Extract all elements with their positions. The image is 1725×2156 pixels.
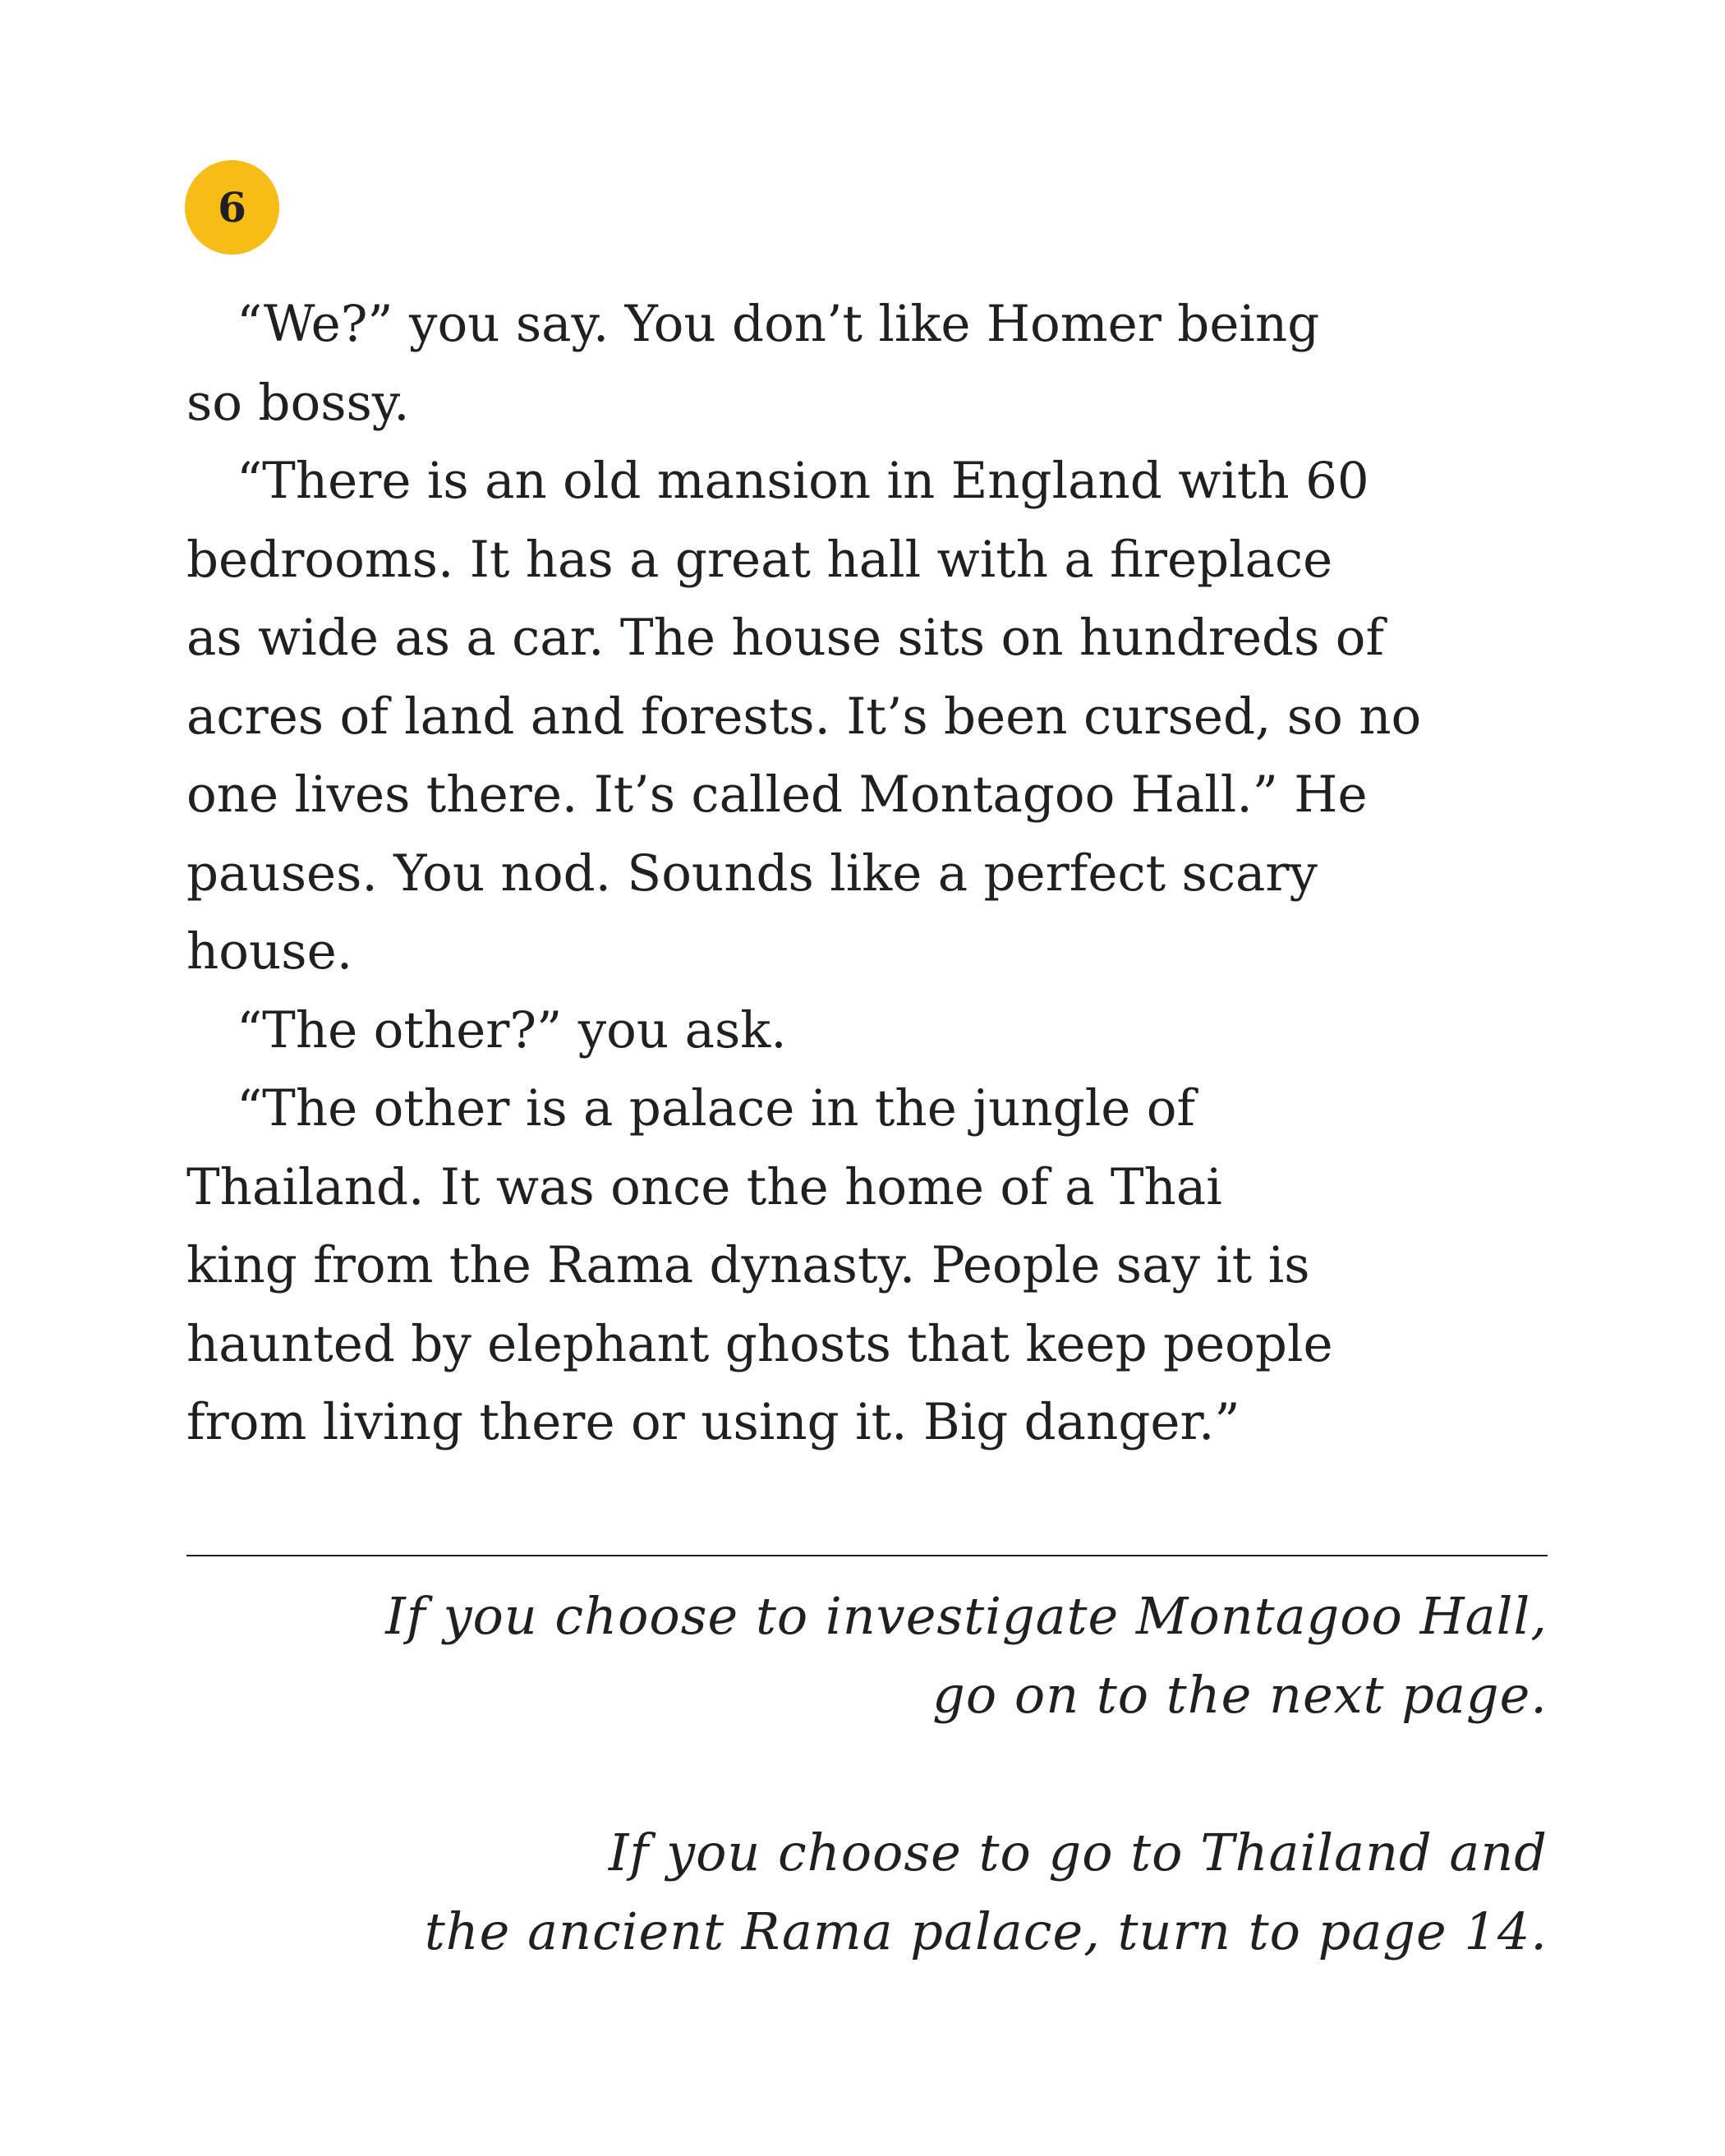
story-line: one lives there. It’s called Montagoo Hall.” He: [186, 765, 1368, 824]
story-line: “The other is a palace in the jungle of: [237, 1079, 1196, 1138]
story-line: pauses. You nod. Sounds like a perfect scary: [186, 844, 1318, 903]
choice-montagoo-hall: [184, 1577, 1548, 1735]
story-text: [186, 285, 1550, 1462]
story-line: “There is an old mansion in England with 60: [237, 452, 1369, 510]
story-line: from living there or using it. Big danger.”: [186, 1393, 1240, 1451]
story-line: haunted by elephant ghosts that keep people: [186, 1314, 1333, 1373]
choice-line: go on to the next page.: [932, 1665, 1548, 1725]
story-line: so bossy.: [186, 373, 410, 432]
story-line: as wide as a car. The house sits on hundreds of: [186, 609, 1385, 667]
choice-divider: [186, 1555, 1548, 1556]
choice-line: the ancient Rama palace, turn to page 14.: [424, 1901, 1548, 1961]
page-number: 6: [218, 183, 246, 232]
choice-thailand: [184, 1814, 1548, 1971]
choice-line: If you choose to investigate Montagoo Hall,: [385, 1586, 1548, 1646]
story-line: “The other?” you ask.: [237, 1000, 787, 1060]
story-line: bedrooms. It has a great hall with a fireplace: [186, 530, 1333, 589]
choice-line: If you choose to go to Thailand and: [608, 1823, 1548, 1882]
story-line: “We?” you say. You don’t like Homer being: [237, 295, 1320, 353]
story-line: house.: [186, 922, 353, 981]
page-number-badge: [185, 160, 279, 255]
story-line: Thailand. It was once the home of a Thai: [186, 1157, 1222, 1216]
choices-section: [184, 1577, 1548, 1971]
story-line: king from the Rama dynasty. People say it is: [186, 1236, 1310, 1294]
story-line: acres of land and forests. It’s been cursed, so no: [186, 687, 1422, 746]
